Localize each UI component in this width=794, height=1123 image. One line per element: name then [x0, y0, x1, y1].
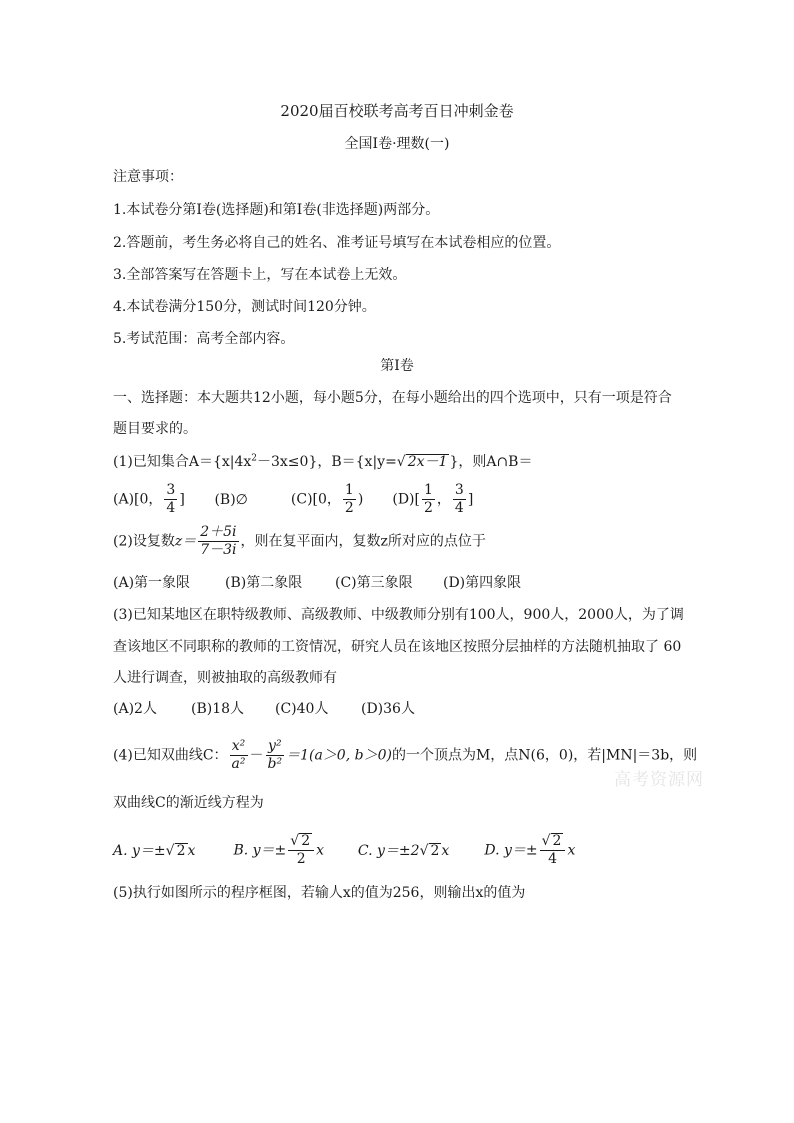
question-3-options: [113, 698, 415, 718]
question-4-options: [113, 833, 575, 868]
question-2-options: [113, 572, 521, 592]
q1-a-fraction: $\frac{3}{4}$: [166, 482, 176, 516]
q1-option-d: (D)[ $\frac{1}{2}$ ， $\frac{3}{4}$ ]: [392, 482, 474, 516]
q4-fraction-x: $\frac{\text{x²}}{\text{a²}}$: [231, 738, 246, 772]
question-4: (4)已知双曲线C： $\frac{\text{x²}}{\text{a²}}$ － $\frac{\text{y²}}{\text{b²}}$ ＝1(a＞0, b＞0)的一个顶点为M，点N(6，0)，若|MN|＝3b，则: [113, 738, 698, 772]
q1-option-b: (B)∅: [214, 491, 248, 508]
q1-d2-fraction: $\frac{3}{4}$: [454, 482, 464, 516]
question-4-line2: 双曲线C的渐近线方程为: [113, 795, 264, 811]
notice-item-1: 1.本试卷分第I卷(选择题)和第I卷(非选择题)两部分。: [113, 202, 440, 218]
watermark: 高考资源网: [614, 770, 704, 790]
question-1-options: [113, 482, 473, 517]
q1-option-c: (C)[0， $\frac{1}{2}$ ): [290, 482, 364, 516]
notice-item-5: 5.考试范围：高考全部内容。: [113, 331, 295, 347]
q1-option-a: (A)[0， $\frac{3}{4}$ ]: [113, 482, 185, 516]
notice-item-4: 4.本试卷满分150分，测试时间120分钟。: [113, 299, 376, 315]
q4-option-b: B. y＝± $\frac{√ 2}{2}$ x: [233, 833, 325, 867]
q2-option-d: (D)第四象限: [443, 575, 522, 591]
q4-fraction-y: $\frac{\text{y²}}{\text{b²}}$: [267, 738, 283, 772]
question-5: (5)执行如图所示的程序框图，若输人x的值为256，则输出x的值为: [113, 885, 526, 901]
q2-option-c: (C)第三象限: [335, 575, 413, 591]
q1-mid: －3x≤0}，B＝{x|y=: [257, 454, 397, 470]
q1-pre: (1)已知集合A＝{x|4x: [113, 454, 252, 470]
q3-option-a: (A)2人: [113, 701, 157, 717]
q4-option-c: C. y＝±2√ 2 x: [357, 842, 450, 859]
q1-radicand: 2x－1: [407, 454, 448, 470]
q2-option-b: (B)第二象限: [225, 575, 303, 591]
q4-d-fraction: $\frac{√ 2}{4}$: [540, 833, 566, 868]
question-3-line3: 人进行调查，则被抽取的高级教师有: [113, 670, 337, 686]
q4-b-fraction: $\frac{√ 2}{2}$: [288, 833, 314, 868]
question-3-line2: 查该地区不同职称的教师的工资情况，研究人员在该地区按照分层抽样的方法随机抽取了 60: [113, 639, 682, 655]
notice-heading: 注意事项：: [113, 169, 183, 185]
section-intro-line2: 题目要求的。: [113, 421, 197, 437]
q1-d1-fraction: $\frac{1}{2}$: [423, 482, 433, 516]
q3-option-d: (D)36人: [361, 701, 415, 717]
q2-option-a: (A)第一象限: [113, 575, 191, 591]
q4-option-a: A. y＝±√ 2 x: [113, 842, 196, 859]
q1-c-fraction: $\frac{1}{2}$: [344, 482, 354, 516]
notice-item-2: 2.答题前，考生务必将自己的姓名、准考证号填写在本试卷相应的位置。: [113, 235, 561, 251]
q3-option-b: (B)18人: [191, 701, 245, 717]
exam-title: 2020届百校联考高考百日冲刺金卷: [280, 102, 514, 120]
q4-option-d: D. y＝± $\frac{√ 2}{4}$ x: [484, 833, 576, 867]
question-3-line1: (3)已知某地区在职特级教师、高级教师、中级教师分别有100人，900人，2000人，为了调: [113, 607, 684, 623]
q1-post: }，则A∩B＝: [449, 454, 533, 470]
q2-fraction: $\frac{2+5i}{7-3i}$: [200, 524, 237, 558]
q3-option-c: (C)40人: [275, 701, 329, 717]
notice-item-3: 3.全部答案写在答题卡上，写在本试卷上无效。: [113, 267, 407, 283]
q1-sup: 2: [251, 453, 257, 464]
q4-condition: ＝1(a＞0, b＞0): [286, 747, 392, 764]
exam-subtitle: 全国I卷·理数(一): [344, 136, 450, 152]
question-1: (1)已知集合$A=\{x|4x^2-3x\le 0\}$，B＝{x|y=√ 2x－1 }，则A∩B＝: [113, 453, 533, 470]
section-title: 第I卷: [380, 358, 414, 374]
question-2: (2)设复数z＝ $\frac{2+5i}{7-3i}$ ，则在复平面内，复数z所对应的点位于: [113, 524, 486, 558]
section-intro-line1: 一、选择题：本大题共12小题，每小题5分，在每小题给出的四个选项中，只有一项是符合: [113, 390, 672, 406]
